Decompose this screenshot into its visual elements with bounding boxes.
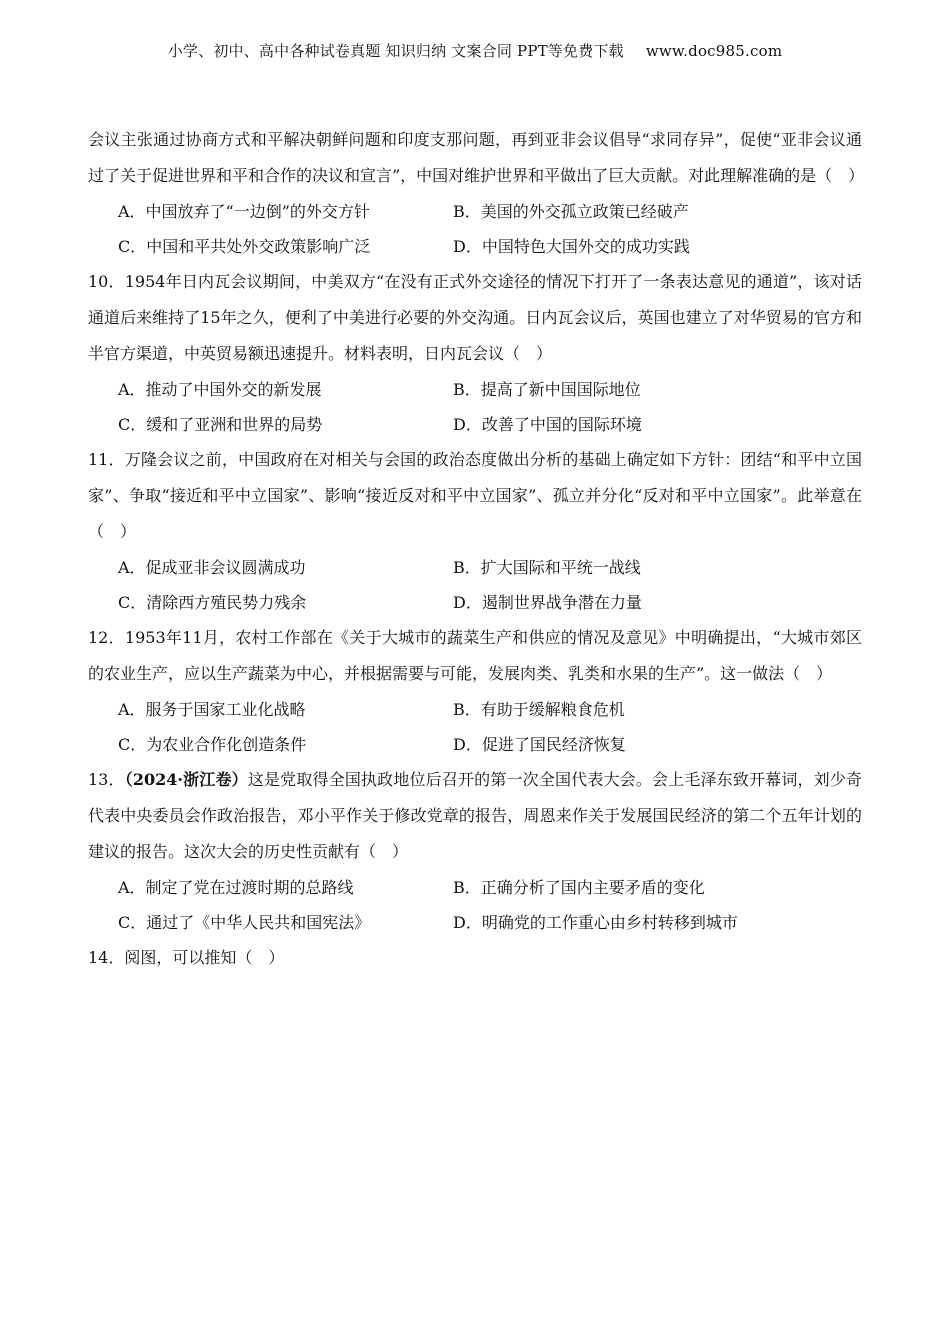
option-b[interactable]: B．正确分析了国内主要矛盾的变化 [453,878,705,897]
question-11-options [88,550,862,620]
option-b[interactable]: B．有助于缓解粮食危机 [453,700,625,719]
option-d[interactable]: D．明确党的工作重心由乡村转移到城市 [453,913,738,932]
page-header [0,40,950,61]
question-10-stem: 10．1954年日内瓦会议期间，中美双方“在没有正式外交途径的情况下打开了一条表达意见的通道”，该对话通道后来维持了15年之久，便利了中美进行必要的外交沟通。日内瓦会议后，英国也建立了对华贸易的官方和半官方渠道，中英贸易额迅速提升。材料表明，日内瓦会议（ ） [88,272,862,363]
question-10 [88,264,862,442]
option-c[interactable]: C．缓和了亚洲和世界的局势 [118,415,323,434]
option-d[interactable]: D．遏制世界战争潜在力量 [453,593,642,612]
question-13-text: 这是党取得全国执政地位后召开的第一次全国代表大会。会上毛泽东致开幕词，刘少奇代表中央委员会作政治报告，邓小平作关于修改党章的报告，周恩来作关于发展国民经济的第二个五年计划的建议的报告。这次大会的历史性贡献有（ ） [88,770,862,861]
option-b[interactable]: B．提高了新中国国际地位 [453,380,641,399]
option-d[interactable]: D．改善了中国的国际环境 [453,415,642,434]
option-b[interactable]: B．扩大国际和平统一战线 [453,558,641,577]
header-url[interactable]: www.doc985.com [645,42,783,60]
option-d[interactable]: D．中国特色大国外交的成功实践 [453,237,690,256]
option-a[interactable]: A．制定了党在过渡时期的总路线 [118,878,354,897]
question-11-stem: 11．万隆会议之前，中国政府在对相关与会国的政治态度做出分析的基础上确定如下方针：团结“和平中立国家”、争取“接近和平中立国家”、影响“接近反对和平中立国家”、孤立并分化“反对和平中立国家”。此举意在（ ） [88,450,862,541]
option-a[interactable]: A．促成亚非会议圆满成功 [118,558,306,577]
option-c[interactable]: C．通过了《中华人民共和国宪法》 [118,913,371,932]
option-b[interactable]: B．美国的外交孤立政策已经破产 [453,202,689,221]
question-13-source: （2024·浙江卷） [124,770,248,789]
question-9-stem: 会议主张通过协商方式和平解决朝鲜问题和印度支那问题，再到亚非会议倡导“求同存异”，促使“亚非会议通过了关于促进世界和平和合作的决议和宣言”，中国对维护世界和平做出了巨大贡献。对此理解准确的是（ ） [88,130,865,185]
option-a[interactable]: A．服务于国家工业化战略 [118,700,306,719]
question-10-options [88,372,862,442]
question-14-stem: 14．阅图，可以推知（ ） [88,948,285,967]
option-c[interactable]: C．为农业合作化创造条件 [118,735,307,754]
option-c[interactable]: C．中国和平共处外交政策影响广泛 [118,237,371,256]
option-a[interactable]: A．推动了中国外交的新发展 [118,380,322,399]
question-13 [88,762,862,940]
question-9-options [88,194,862,264]
question-12 [88,620,862,762]
option-d[interactable]: D．促进了国民经济恢复 [453,735,626,754]
question-9 [88,122,865,264]
question-12-options [88,692,862,762]
option-a[interactable]: A．中国放弃了“一边倒”的外交方针 [118,202,370,221]
question-14 [88,940,862,976]
header-text: 小学、初中、高中各种试卷真题 知识归纳 文案合同 PPT等免费下载 [167,42,624,60]
question-13-stem [88,762,862,870]
question-11 [88,442,862,620]
option-c[interactable]: C．清除西方殖民势力残余 [118,593,307,612]
question-12-stem: 12．1953年11月，农村工作部在《关于大城市的蔬菜生产和供应的情况及意见》中明确提出，“大城市郊区的农业生产，应以生产蔬菜为中心，并根据需要与可能，发展肉类、乳类和水果的生产”。这一做法（ ） [88,628,862,683]
question-13-number: 13． [88,770,125,789]
question-13-options [88,870,862,940]
document-body [88,122,865,976]
